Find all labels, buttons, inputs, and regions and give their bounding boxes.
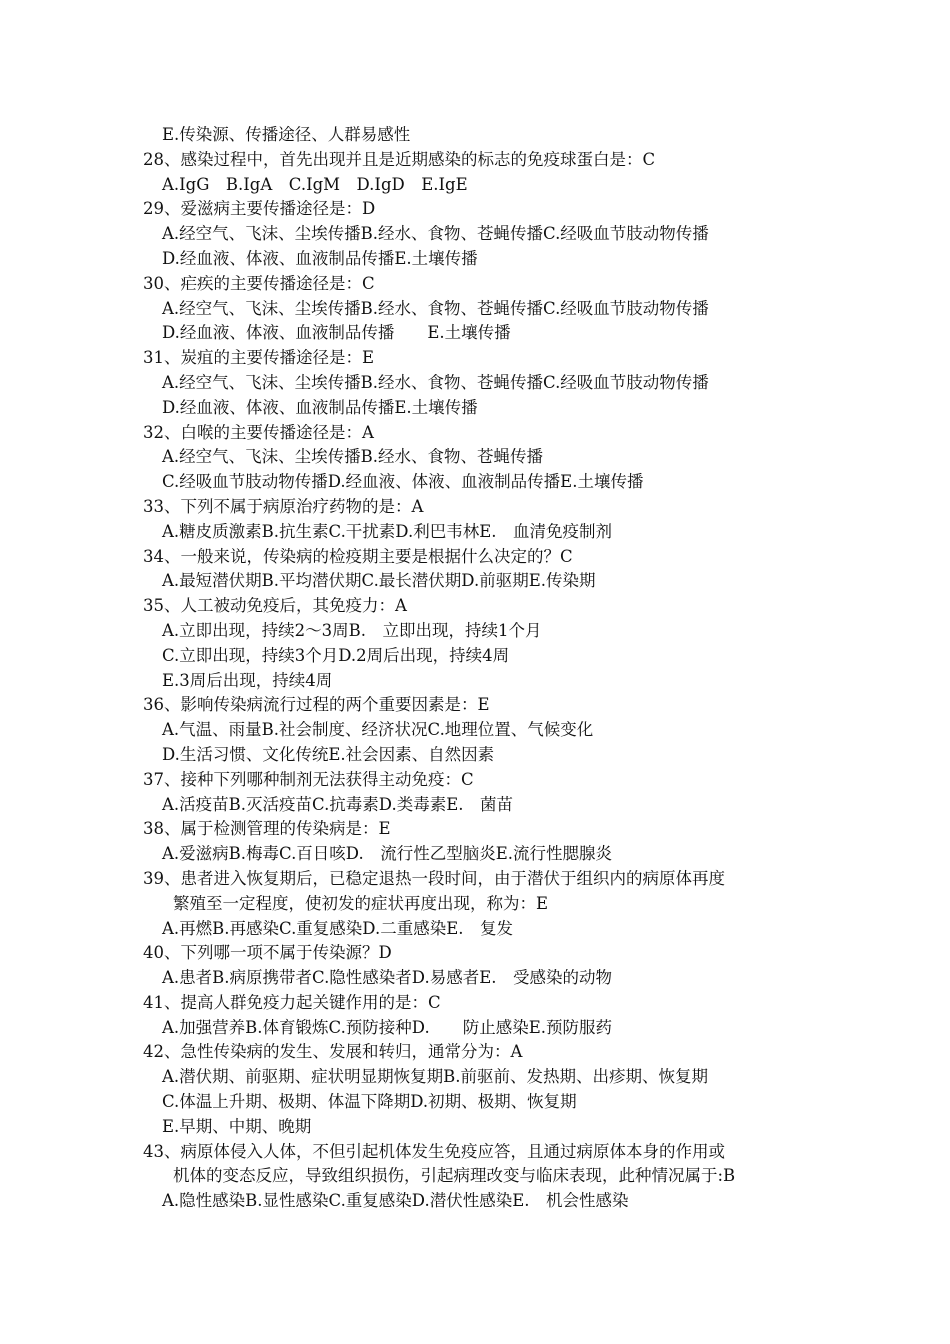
option-line: A.爱滋病B.梅毒C.百日咳D. 流行性乙型脑炎E.流行性腮腺炎	[162, 844, 612, 864]
question-line: 30、疟疾的主要传播途径是：C	[143, 273, 375, 293]
option-line: A.经空气、飞沫、尘埃传播B.经水、食物、苍蝇传播C.经吸血节肢动物传播	[162, 372, 709, 392]
option-line: D.经血液、体液、血液制品传播E.土壤传播	[162, 248, 478, 268]
option-line: A.隐性感染B.显性感染C.重复感染D.潜伏性感染E. 机会性感染	[162, 1191, 629, 1211]
question-line: 38、属于检测管理的传染病是：E	[143, 819, 391, 839]
question-line: 35、人工被动免疫后，其免疫力：A	[143, 596, 407, 616]
option-line: A.立即出现，持续2～3周B. 立即出现，持续1个月	[162, 620, 542, 640]
question-line: 39、患者进入恢复期后，已稳定退热一段时间，由于潜伏于组织内的病原体再度	[143, 868, 725, 888]
option-line: E.传染源、传播途径、人群易感性	[162, 125, 411, 144]
question-line: 32、白喉的主要传播途径是：A	[143, 422, 374, 442]
option-line: A.气温、雨量B.社会制度、经济状况C.地理位置、气候变化	[162, 720, 594, 740]
option-line: A.加强营养B.体育锻炼C.预防接种D. 防止感染E.预防服药	[162, 1017, 612, 1037]
option-line: A.患者B.病原携带者C.隐性感染者D.易感者E. 受感染的动物	[162, 968, 612, 988]
question-line: 33、下列不属于病原治疗药物的是：A	[143, 496, 424, 516]
document-body	[0, 123, 950, 1214]
question-line: 34、一般来说，传染病的检疫期主要是根据什么决定的？C	[143, 546, 573, 566]
option-line: A.活疫苗B.灭活疫苗C.抗毒素D.类毒素E. 菌苗	[162, 794, 513, 814]
option-line: A.糖皮质激素B.抗生素C.干扰素D.利巴韦林E. 血清免疫制剂	[162, 521, 612, 541]
question-line: 31、炭疽的主要传播途径是：E	[143, 348, 375, 368]
option-line: A.IgG B.IgA C.IgM D.IgD E.IgE	[162, 174, 468, 194]
question-line: 43、病原体侵入人体，不但引起机体发生免疫应答，且通过病原体本身的作用或	[143, 1141, 725, 1161]
option-line: A.经空气、飞沫、尘埃传播B.经水、食物、苍蝇传播C.经吸血节肢动物传播	[162, 224, 709, 244]
question-line: 28、感染过程中，首先出现并且是近期感染的标志的免疫球蛋白是：C	[143, 149, 656, 169]
option-line: C.经吸血节肢动物传播D.经血液、体液、血液制品传播E.土壤传播	[162, 472, 644, 492]
option-line: A.潜伏期、前驱期、症状明显期恢复期B.前驱前、发热期、出疹期、恢复期	[162, 1067, 709, 1087]
option-line: A.再燃B.再感染C.重复感染D.二重感染E. 复发	[162, 918, 513, 938]
option-line: E.3周后出现，持续4周	[162, 670, 333, 690]
question-line: 42、急性传染病的发生、发展和转归，通常分为：A	[143, 1042, 523, 1062]
question-line: 29、爱滋病主要传播途径是：D	[143, 199, 376, 219]
option-line: A.经空气、飞沫、尘埃传播B.经水、食物、苍蝇传播	[162, 447, 544, 467]
option-line: 繁殖至一定程度，使初发的症状再度出现，称为：E	[173, 893, 549, 913]
option-line: A.最短潜伏期B.平均潜伏期C.最长潜伏期D.前驱期E.传染期	[162, 571, 596, 591]
question-line: 41、提高人群免疫力起关键作用的是：C	[143, 992, 441, 1012]
option-line: A.经空气、飞沫、尘埃传播B.经水、食物、苍蝇传播C.经吸血节肢动物传播	[162, 298, 709, 318]
option-line: C.立即出现，持续3个月D.2周后出现，持续4周	[162, 645, 510, 665]
option-line: D.经血液、体液、血液制品传播E.土壤传播	[162, 397, 478, 417]
option-line: D.经血液、体液、血液制品传播 E.土壤传播	[162, 323, 511, 343]
question-line: 36、影响传染病流行过程的两个重要因素是：E	[143, 695, 490, 715]
option-line: E.早期、中期、晚期	[162, 1116, 312, 1136]
question-line: 37、接种下列哪种制剂无法获得主动免疫：C	[143, 769, 474, 789]
option-line: D.生活习惯、文化传统E.社会因素、自然因素	[162, 744, 495, 764]
option-line: C.体温上升期、极期、体温下降期D.初期、极期、恢复期	[162, 1092, 577, 1112]
question-line: 40、下列哪一项不属于传染源？D	[143, 943, 392, 963]
option-line: 机体的变态反应，导致组织损伤，引起病理改变与临床表现，此种情况属于:B	[173, 1166, 736, 1186]
